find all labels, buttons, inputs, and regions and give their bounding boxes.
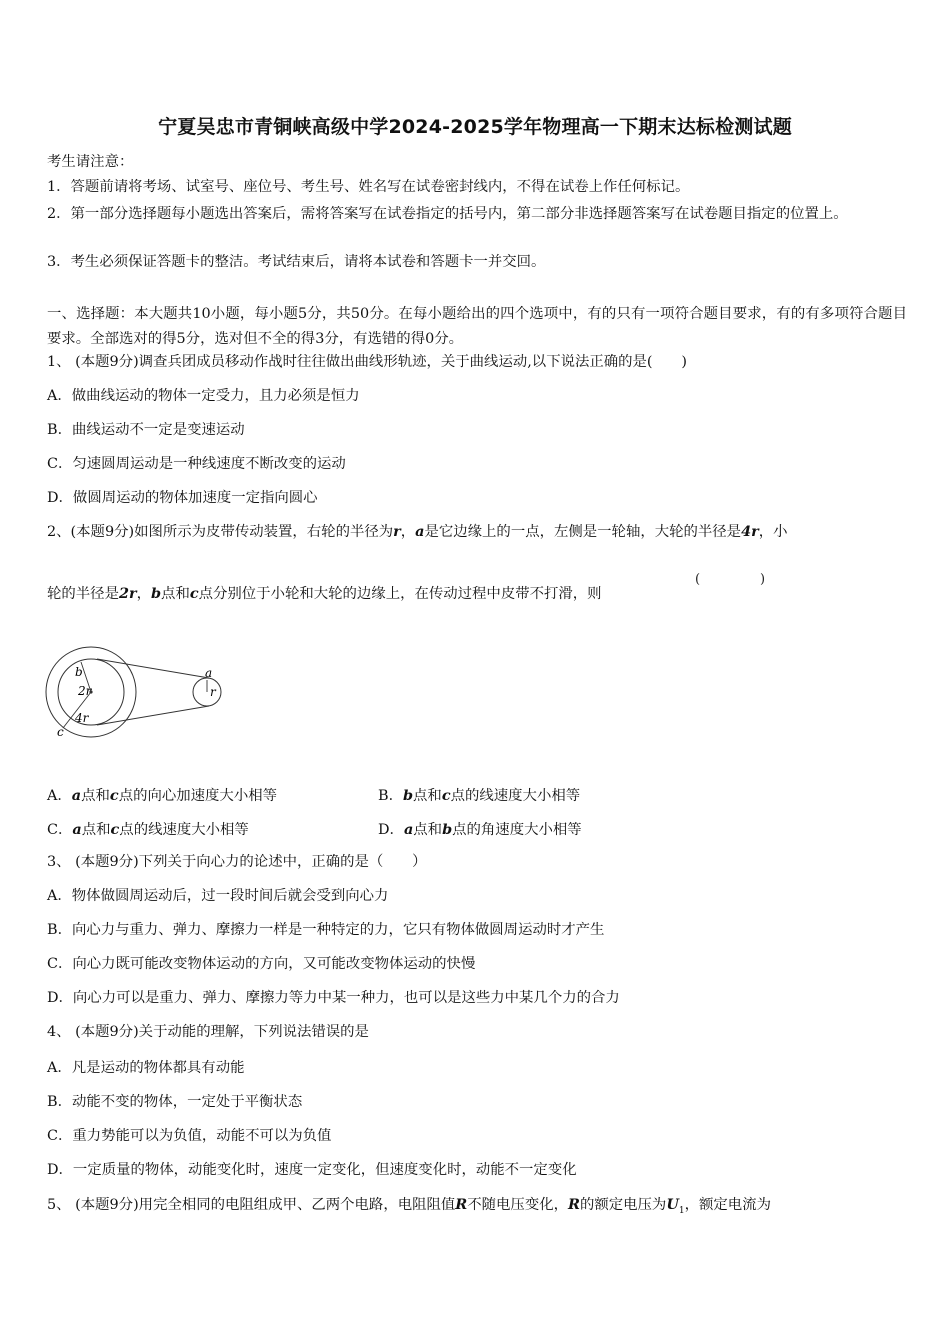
answer-paren-open: ( <box>695 572 701 587</box>
question-5-text: 5、 (本题9分)用完全相同的电阻组成甲、乙两个电路，电阻阻值 <box>47 1197 456 1213</box>
question-3-option-d: D．向心力可以是重力、弹力、摩擦力等力中某一种力，也可以是这些力中某几个力的合力 <box>47 990 620 1006</box>
option-text: 点和 <box>81 822 111 838</box>
option-text: 点的线速度大小相等 <box>450 788 581 804</box>
variable-R: R <box>455 1196 468 1213</box>
label-b: b <box>75 665 83 679</box>
variable: b <box>402 787 414 804</box>
question-2-option-b <box>378 784 580 805</box>
notice-header: 考生请注意： <box>47 154 134 170</box>
question-2-option-a <box>47 784 277 805</box>
label-r: r <box>210 685 216 699</box>
page-title: 宁夏吴忠市青铜峡高级中学2024-2025学年物理高一下期末达标检测试题 <box>158 116 792 138</box>
question-2-text: 点和 <box>161 586 190 602</box>
question-4-option-c: C．重力势能可以为负值，动能不可以为负值 <box>47 1128 332 1144</box>
option-text: 点的角速度大小相等 <box>452 822 582 838</box>
question-2-stem-line-2 <box>47 584 907 604</box>
question-2-text: ， <box>400 524 416 540</box>
variable-R: R <box>568 1196 580 1213</box>
option-prefix: C． <box>47 822 73 838</box>
option-text: 点和 <box>81 788 110 804</box>
label-2r: 2r <box>78 684 92 698</box>
question-1-option-a: A．做曲线运动的物体一定受力，且力必须是恒力 <box>47 388 360 404</box>
variable-c: c <box>189 585 199 602</box>
question-4-option-b: B．动能不变的物体，一定处于平衡状态 <box>47 1094 303 1110</box>
question-3-option-c: C．向心力既可能改变物体运动的方向，又可能改变物体运动的快慢 <box>47 956 476 972</box>
subscript-1: 1 <box>678 1205 685 1216</box>
question-2-text: 点分别位于小轮和大轮的边缘上，在传动过程中皮带不打滑，则 <box>198 586 602 602</box>
label-a: a <box>205 666 213 680</box>
variable-b: b <box>150 585 162 602</box>
variable: c <box>441 787 451 804</box>
question-5-text: ，额定电流为 <box>684 1197 771 1213</box>
option-text: 点的向心加速度大小相等 <box>118 788 277 804</box>
variable-r: r <box>393 523 401 540</box>
question-1-option-b: B．曲线运动不一定是变速运动 <box>47 422 245 438</box>
question-3-option-a: A．物体做圆周运动后，过一段时间后就会受到向心力 <box>47 888 389 904</box>
variable: c <box>110 821 120 838</box>
belt-drive-figure <box>45 640 235 745</box>
question-5-text: 不随电压变化， <box>467 1197 568 1213</box>
label-4r: 4r <box>75 711 89 725</box>
option-prefix: D． <box>378 822 404 838</box>
label-c: c <box>57 725 64 739</box>
option-text: 点和 <box>413 788 442 804</box>
question-4-option-d: D．一定质量的物体，动能变化时，速度一定变化，但速度变化时，动能不一定变化 <box>47 1162 577 1178</box>
variable-2r: 2r <box>118 585 137 602</box>
question-2-text: 2、(本题9分)如图所示为皮带传动装置，右轮的半径为 <box>47 524 394 540</box>
variable: c <box>109 787 119 804</box>
notice-item-2: 2．第一部分选择题每小题选出答案后，需将答案写在试卷指定的括号内，第二部分非选择题答案写在试卷题目指定的位置上。 <box>47 206 848 222</box>
variable: a <box>72 821 82 838</box>
question-2-option-d <box>378 818 582 839</box>
question-1-option-d: D．做圆周运动的物体加速度一定指向圆心 <box>47 490 318 506</box>
option-prefix: B． <box>378 788 403 804</box>
variable: b <box>442 821 453 838</box>
question-2-option-c <box>47 818 249 839</box>
section-heading: 一、选择题：本大题共10小题，每小题5分，共50分。在每小题给出的四个选项中，有的只有一项符合题目要求，有的有多项符合题目要求。全部选对的得5分，选对但不全的得3分，有选错的得0分。 <box>47 306 907 347</box>
notice-item-1: 1．答题前请将考场、试室号、座位号、考生号、姓名写在试卷密封线内，不得在试卷上作任何标记。 <box>47 179 690 195</box>
variable-a: a <box>415 523 425 540</box>
answer-paren-close: ) <box>760 572 766 587</box>
question-1-option-c: C．匀速圆周运动是一种线速度不断改变的运动 <box>47 456 346 472</box>
option-prefix: A． <box>47 788 72 804</box>
question-3-option-b: B．向心力与重力、弹力、摩擦力一样是一种特定的力，它只有物体做圆周运动时才产生 <box>47 922 605 938</box>
question-3-stem: 3、 (本题9分)下列关于向心力的论述中，正确的是（ ） <box>47 854 427 870</box>
question-2-text: 轮的半径是 <box>47 586 119 602</box>
question-5-text: 的额定电压为 <box>579 1197 667 1213</box>
question-2-text: ，小 <box>758 524 788 540</box>
notice-item-3: 3．考生必须保证答题卡的整洁。考试结束后，请将本试卷和答题卡一并交回。 <box>47 254 546 270</box>
question-4-stem: 4、 (本题9分)关于动能的理解，下列说法错误的是 <box>47 1024 369 1040</box>
question-2-text: 是它边缘上的一点，左侧是一轮轴，大轮的半径是 <box>424 524 742 540</box>
question-2-text: ， <box>136 586 151 602</box>
question-4-option-a: A．凡是运动的物体都具有动能 <box>47 1060 245 1076</box>
variable-4r: 4r <box>741 523 759 540</box>
variable-U: U <box>666 1196 679 1213</box>
variable: a <box>403 821 414 838</box>
question-2-stem-line-1 <box>47 522 907 542</box>
option-text: 点和 <box>413 822 443 838</box>
question-1-stem: 1、 (本题9分)调查兵团成员移动作战时往往做出曲线形轨迹，关于曲线运动,以下说法正确的是( ) <box>47 354 687 370</box>
option-text: 点的线速度大小相等 <box>119 822 249 838</box>
variable: a <box>71 787 82 804</box>
question-5-stem <box>47 1195 907 1221</box>
